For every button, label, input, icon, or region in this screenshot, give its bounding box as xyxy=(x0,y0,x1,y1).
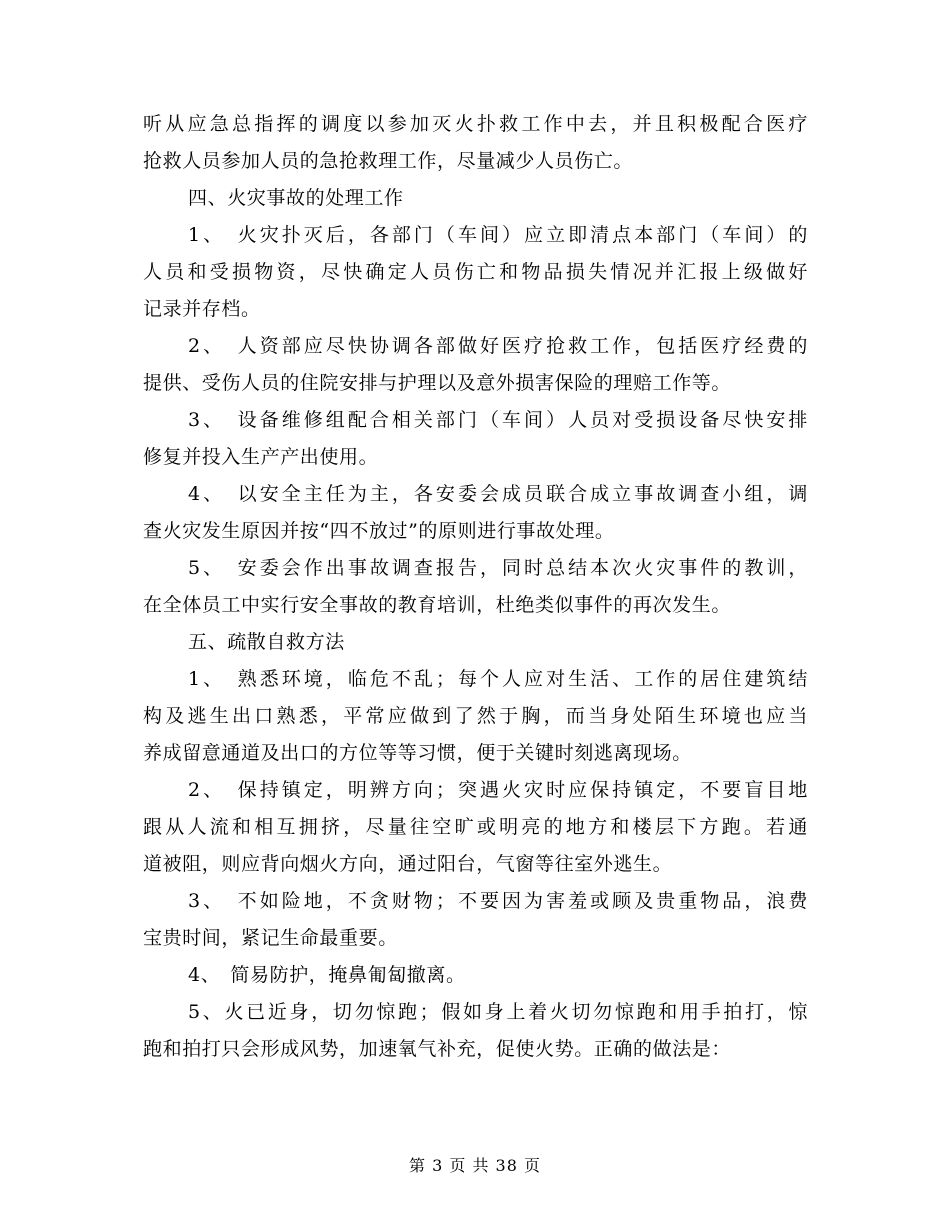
section-heading: 四、火灾事故的处理工作 xyxy=(188,187,404,209)
text-line: 道被阻，则应背向烟火方向，通过阳台，气窗等往室外逃生。 xyxy=(143,853,673,875)
page-footer: 第 3 页 共 38 页 xyxy=(409,1156,541,1175)
text-line: 2、 保持镇定，明辨方向；突遇火灾时应保持镇定，不要盲目地 xyxy=(188,779,808,801)
text-line: 在全体员工中实行安全事故的教育培训，杜绝类似事件的再次发生。 xyxy=(143,594,732,616)
text-line: 记录并存档。 xyxy=(143,298,261,320)
section-heading: 4、 简易防护，掩鼻匍匐撤离。 xyxy=(188,964,466,986)
text-line: 查火灾发生原因并按“四不放过”的原则进行事故处理。 xyxy=(143,520,615,542)
text-line: 提供、受伤人员的住院安排与护理以及意外损害保险的理赔工作等。 xyxy=(143,372,732,394)
text-line: 4、 以安全主任为主，各安委会成员联合成立事故调查小组，调 xyxy=(188,483,808,505)
section-heading: 五、疏散自救方法 xyxy=(188,631,345,653)
text-line: 2、 人资部应尽快协调各部做好医疗抢救工作，包括医疗经费的 xyxy=(188,335,808,357)
text-line: 修复并投入生产产出使用。 xyxy=(143,446,379,468)
text-line: 养成留意通道及出口的方位等等习惯，便于关键时刻逃离现场。 xyxy=(143,742,692,764)
text-line: 1、 火灾扑灭后，各部门（车间）应立即清点本部门（车间）的 xyxy=(188,224,808,246)
text-line: 宝贵时间，紧记生命最重要。 xyxy=(143,927,398,949)
text-line: 3、 设备维修组配合相关部门（车间）人员对受损设备尽快安排 xyxy=(188,409,808,431)
document-body xyxy=(143,106,808,1068)
text-line: 听从应急总指挥的调度以参加灭火扑救工作中去，并且积极配合医疗 xyxy=(143,113,808,135)
text-line: 5、 安委会作出事故调查报告，同时总结本次火灾事件的教训， xyxy=(188,557,808,579)
text-line: 跑和拍打只会形成风势，加速氧气补充，促使火势。正确的做法是： xyxy=(143,1038,732,1060)
text-line: 5、火已近身，切勿惊跑；假如身上着火切勿惊跑和用手拍打，惊 xyxy=(188,1001,808,1023)
text-line: 3、 不如险地，不贪财物；不要因为害羞或顾及贵重物品，浪费 xyxy=(188,890,808,912)
text-line: 跟从人流和相互拥挤，尽量往空旷或明亮的地方和楼层下方跑。若通 xyxy=(143,816,808,838)
text-line: 抢救人员参加人员的急抢救理工作，尽量减少人员伤亡。 xyxy=(143,150,634,172)
text-line: 人员和受损物资，尽快确定人员伤亡和物品损失情况并汇报上级做好 xyxy=(143,261,808,283)
text-line: 构及逃生出口熟悉，平常应做到了然于胸，而当身处陌生环境也应当 xyxy=(143,705,808,727)
text-line: 1、 熟悉环境，临危不乱；每个人应对生活、工作的居住建筑结 xyxy=(188,668,808,690)
